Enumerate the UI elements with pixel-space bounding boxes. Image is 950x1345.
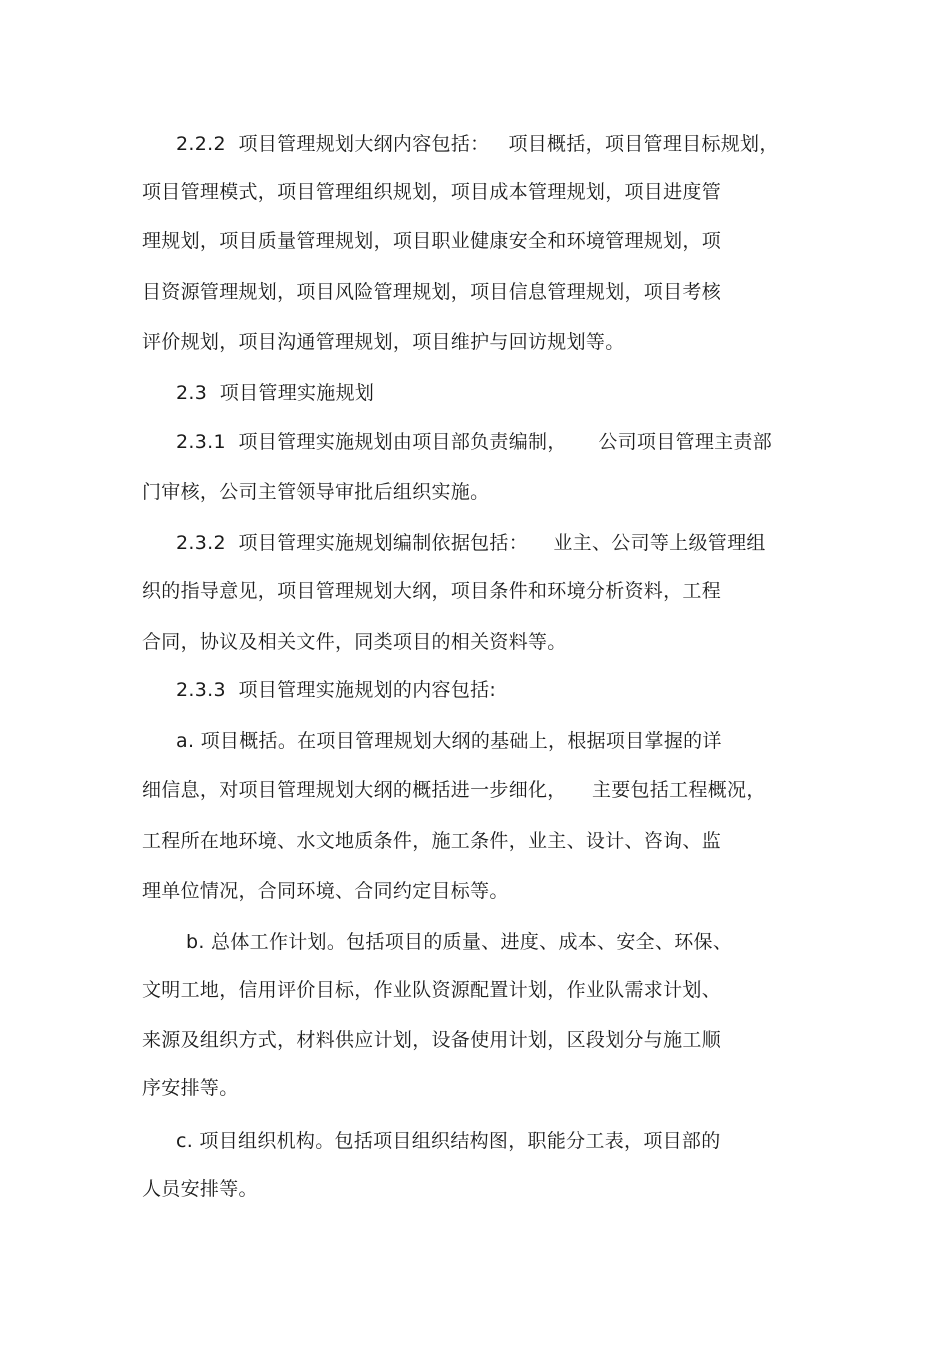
paragraph-line: 门审核，公司主管领导审批后组织实施。 [142, 481, 490, 503]
paragraph-line: c. 项目组织机构。包括项目组织结构图，职能分工表，项目部的 [176, 1130, 721, 1152]
paragraph-line: a. 项目概括。在项目管理规划大纲的基础上，根据项目掌握的详 [176, 730, 722, 752]
paragraph-line: 2.2.2 项目管理规划大纲内容包括： 项目概括，项目管理目标规划， [176, 133, 779, 155]
paragraph-line: 文明工地，信用评价目标，作业队资源配置计划，作业队需求计划、 [142, 979, 722, 1001]
section-heading: 2.3 项目管理实施规划 [176, 382, 375, 404]
paragraph-line: 人员安排等。 [142, 1178, 258, 1200]
paragraph-line: 细信息，对项目管理规划大纲的概括进一步细化， 主要包括工程概况， [142, 779, 766, 801]
paragraph-line: 2.3.1 项目管理实施规划由项目部负责编制， 公司项目管理主责部 [176, 431, 773, 453]
paragraph-line: 项目管理模式，项目管理组织规划，项目成本管理规划，项目进度管 [142, 181, 722, 203]
paragraph-line: 序安排等。 [142, 1077, 239, 1099]
paragraph-line: 2.3.2 项目管理实施规划编制依据包括： 业主、公司等上级管理组 [176, 532, 766, 554]
paragraph-line: 工程所在地环境、水文地质条件，施工条件，业主、设计、咨询、监 [142, 830, 722, 852]
paragraph-line: 合同，协议及相关文件，同类项目的相关资料等。 [142, 631, 567, 653]
paragraph-line: 评价规划，项目沟通管理规划，项目维护与回访规划等。 [142, 331, 625, 353]
paragraph-line: 2.3.3 项目管理实施规划的内容包括: [176, 679, 497, 701]
paragraph-line: 理规划，项目质量管理规划，项目职业健康安全和环境管理规划，项 [142, 230, 722, 252]
paragraph-line: b. 总体工作计划。包括项目的质量、进度、成本、安全、环保、 [186, 931, 733, 953]
paragraph-line: 理单位情况，合同环境、合同约定目标等。 [142, 880, 509, 902]
paragraph-line: 目资源管理规划，项目风险管理规划，项目信息管理规划，项目考核 [142, 281, 722, 303]
paragraph-line: 来源及组织方式，材料供应计划，设备使用计划，区段划分与施工顺 [142, 1029, 722, 1051]
paragraph-line: 织的指导意见，项目管理规划大纲，项目条件和环境分析资料，工程 [142, 580, 722, 602]
